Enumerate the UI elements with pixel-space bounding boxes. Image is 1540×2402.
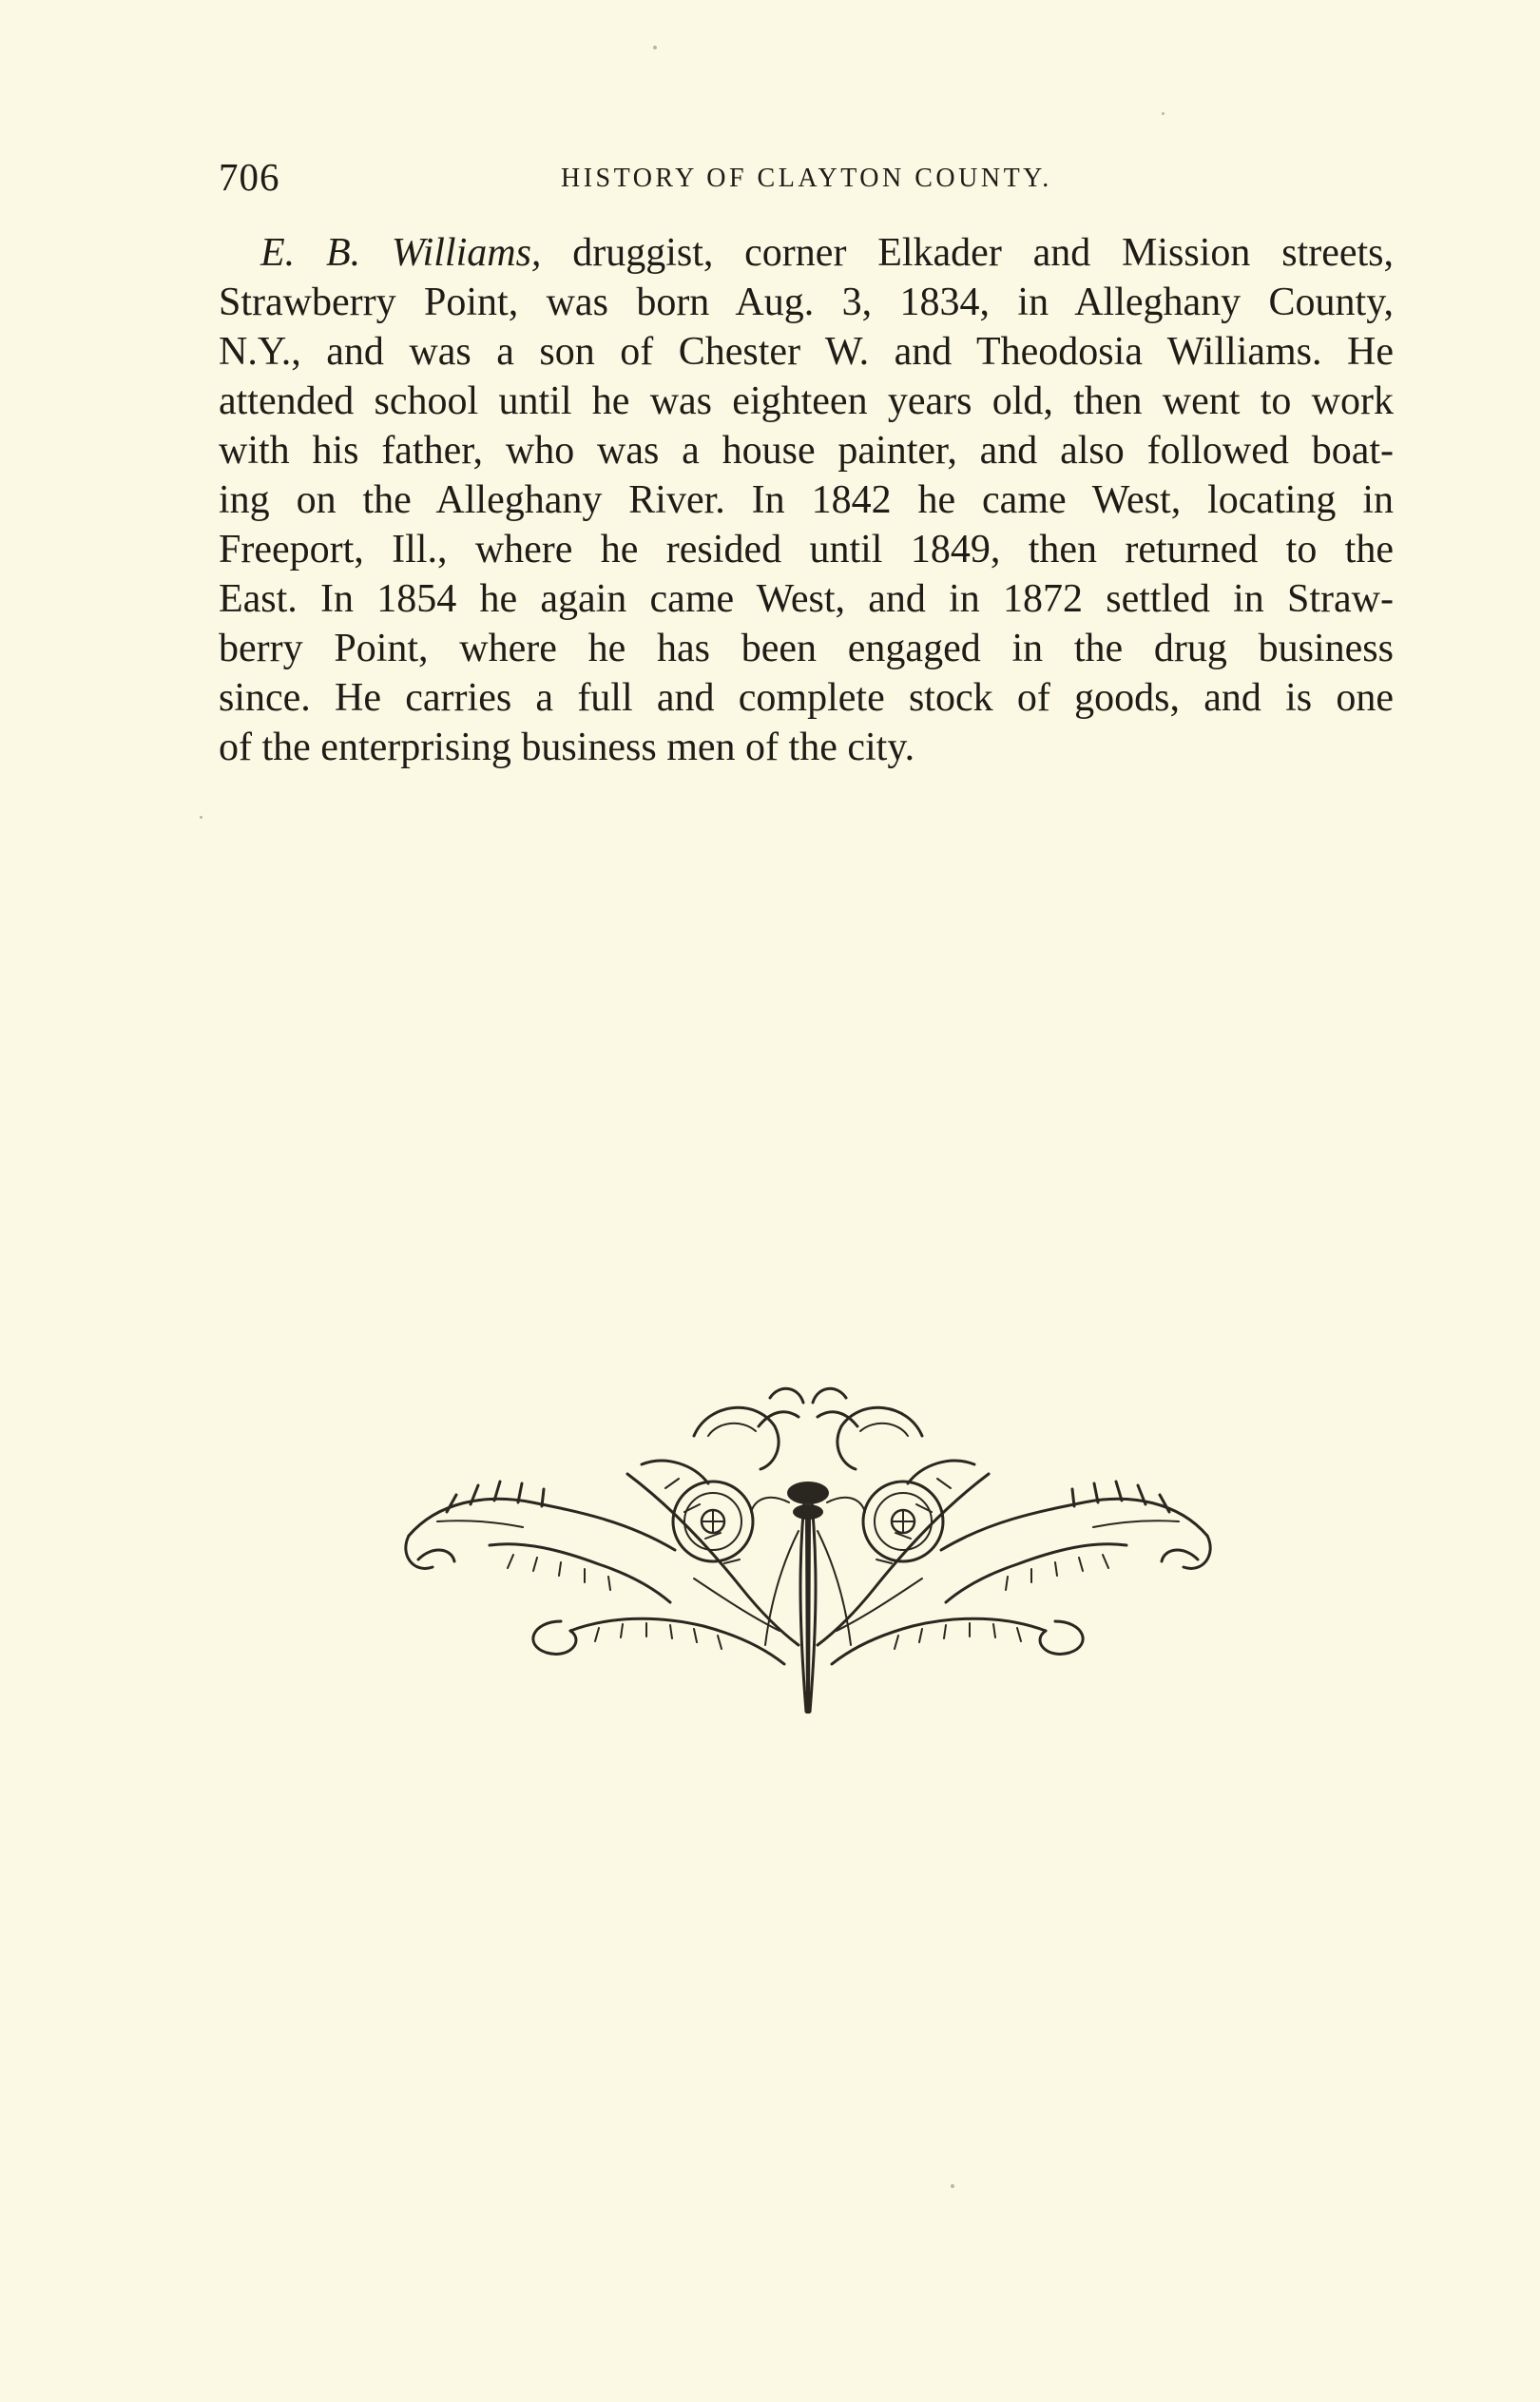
entry-line: attended school until he was eighteen years old, then went to work bbox=[219, 379, 1394, 423]
foliate-tailpiece-ornament-icon bbox=[380, 1360, 1236, 1721]
entry-line bbox=[219, 228, 1394, 278]
paper-speck bbox=[653, 46, 657, 49]
entry-line: berry Point, where he has been engaged in the drug business bbox=[219, 627, 1394, 670]
entry-line: since. He carries a full and complete stock of goods, and is one bbox=[219, 676, 1394, 720]
entry-line: Freeport, Ill., where he resided until 1849, then returned to the bbox=[219, 528, 1394, 571]
paper-speck bbox=[200, 816, 202, 819]
entry-line: East. In 1854 he again came West, and in 1872 settled in Straw- bbox=[219, 577, 1394, 621]
entry-line-text: druggist, corner Elkader and Mission streets, bbox=[541, 231, 1394, 275]
biography-entry bbox=[219, 228, 1394, 772]
running-title: HISTORY OF CLAYTON COUNTY. bbox=[561, 164, 1052, 193]
entry-line: ing on the Alleghany River. In 1842 he came West, locating in bbox=[219, 478, 1394, 522]
paper-speck bbox=[951, 2184, 954, 2188]
subject-name: E. B. Williams, bbox=[260, 231, 542, 275]
entry-line: with his father, who was a house painter, and also followed boat- bbox=[219, 429, 1394, 473]
entry-line: of the enterprising business men of the city. bbox=[219, 726, 915, 769]
entry-line: Strawberry Point, was born Aug. 3, 1834, in Alleghany County, bbox=[219, 281, 1394, 324]
page-header bbox=[219, 154, 1397, 202]
entry-line: N.Y., and was a son of Chester W. and Theodosia Williams. He bbox=[219, 330, 1394, 374]
page-number: 706 bbox=[219, 155, 280, 199]
paper-speck bbox=[1162, 112, 1165, 115]
